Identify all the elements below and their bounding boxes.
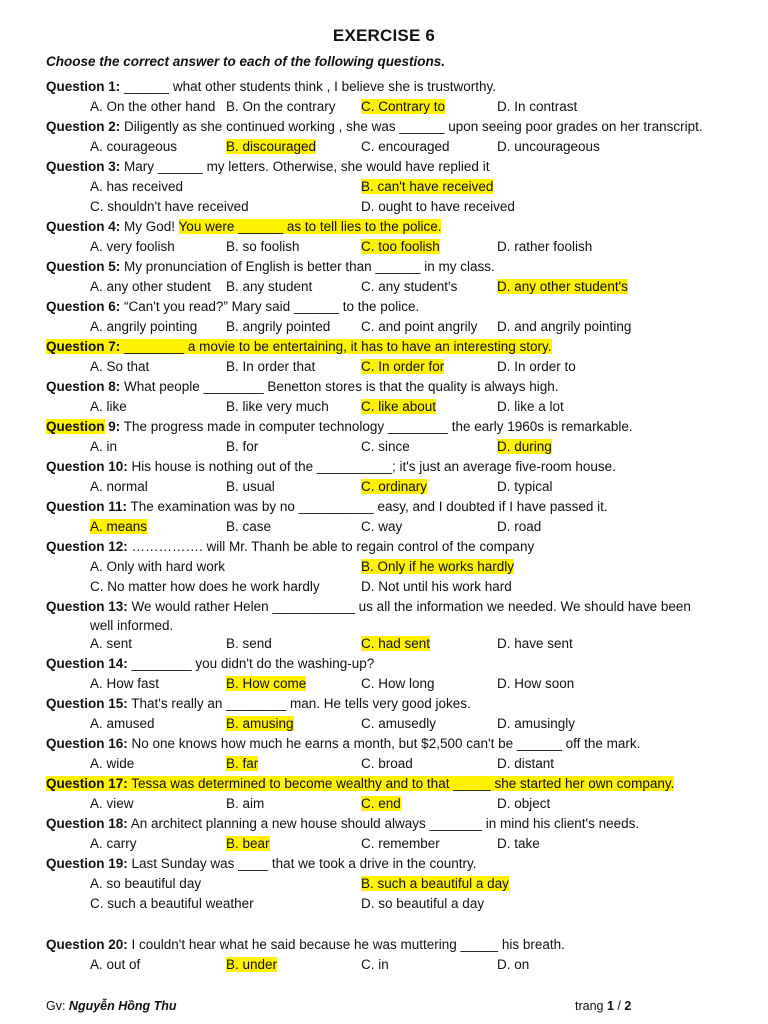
answer-option-text: A. so beautiful day [90,876,202,891]
question-text: The progress made in computer technology ________ the early 1960s is remarkable. [120,419,633,434]
question-text-continued: well informed. [90,618,174,633]
answer-option-text: A. any other student [90,279,211,294]
answer-option [361,177,493,197]
answer-option-text: A. has received [90,179,184,194]
question-text: That's really an ________ man. He tells very good jokes. [127,696,471,711]
question-stem [46,537,746,557]
question-text: ……………. will Mr. Thanh be able to regain control of the company [127,539,535,554]
question-stem [46,774,746,794]
answer-option [90,834,137,854]
question-stem [46,157,746,177]
question-text: I couldn't hear what he said because he was muttering _____ his breath. [127,937,565,952]
answer-option-text: A. sent [90,636,133,651]
page-number [575,999,631,1013]
answer-option-text: C. and point angrily [361,319,478,334]
answer-option-text: C. encouraged [361,139,450,154]
answer-option-text: C. ordinary [361,479,428,494]
answer-option-text: B. like very much [226,399,329,414]
answer-options-row [46,317,746,337]
answer-option-text: C. way [361,519,403,534]
answer-option [226,397,329,417]
answer-option-text: C. since [361,439,410,454]
answer-options-row [46,397,746,417]
answer-option-text: A. courageous [90,139,178,154]
answer-options-row [46,97,746,117]
question-stem [46,297,746,317]
answer-option-text: B. far [226,756,259,771]
teacher-prefix: Gv: [46,999,69,1013]
answer-option-text: B. for [226,439,259,454]
question-text: You were ______ as to tell lies to the police. [178,219,442,234]
answer-options-row [46,714,746,734]
question-text: ________ you didn't do the washing-up? [127,656,375,671]
answer-option [90,397,127,417]
question-label: Question 5: [46,259,121,274]
answer-option [90,517,147,537]
question-label: Question 19: [46,856,128,871]
spacer [46,914,746,935]
question-text-prefix: My God! [120,219,179,234]
question-text: Last Sunday was ____ that we took a drive in the country. [127,856,477,871]
answer-option-text: C. Contrary to [361,99,446,114]
answer-option [361,634,430,654]
answer-option [226,955,277,975]
question-label: Question 11: [46,499,128,514]
answer-option [90,357,149,377]
answer-options-row [46,577,746,597]
question-stem [46,935,746,955]
answer-option-text: A. Only with hard work [90,559,226,574]
answer-options-row [46,955,746,975]
answer-option-text: D. take [497,836,540,851]
answer-option [497,97,577,117]
question-label: Question 3: [46,159,121,174]
answer-option [90,894,254,914]
answer-option [497,834,540,854]
answer-option [361,714,436,734]
answer-option [497,357,576,377]
answer-option-text: B. On the contrary [226,99,336,114]
question-label: Question 16: [46,736,128,751]
answer-options-row [46,894,746,914]
question-text: An architect planning a new house should always _______ in mind his client's needs. [127,816,640,831]
answer-option [226,517,271,537]
answer-options-row [46,197,746,217]
answer-option-text: C. How long [361,676,435,691]
question-text: “Can't you read?” Mary said ______ to the police. [120,299,420,314]
answer-option-text: C. in [361,957,389,972]
page-prefix: trang [575,999,607,1013]
question-stem [46,814,746,834]
answer-option-text: D. typical [497,479,553,494]
answer-option [361,477,427,497]
answer-option-text: D. rather foolish [497,239,593,254]
question-text: We would rather Helen ___________ us all the information we needed. We should have been [127,599,691,614]
answer-option-text: A. like [90,399,127,414]
answer-option-text: B. send [226,636,272,651]
answer-option-text: B. any student [226,279,313,294]
answer-option-text: A. wide [90,756,135,771]
page-current: 1 [606,999,614,1013]
answer-option [90,714,155,734]
answer-option [497,714,575,734]
answer-option [497,634,573,654]
answer-option-text: A. very foolish [90,239,175,254]
answer-option-text: A. in [90,439,118,454]
answer-option [361,437,410,457]
teacher-name: Nguyễn Hồng Thu [68,999,177,1013]
answer-option [226,754,258,774]
answer-option [226,834,270,854]
answer-options-row [46,437,746,457]
answer-option [361,577,512,597]
answer-option [497,517,541,537]
answer-option-text: A. How fast [90,676,160,691]
question-label: Question 17: [46,776,128,791]
answer-option [497,437,552,457]
answer-option [226,97,336,117]
answer-option-text: A. carry [90,836,137,851]
answer-options-row [46,634,746,654]
page-sep: / [613,999,625,1013]
question-label: Question 15: [46,696,128,711]
answer-option [361,955,389,975]
question-stem [46,457,746,477]
answer-option [90,137,177,157]
answer-option-text: B. How come [226,676,307,691]
answer-option [361,517,402,537]
question-text: ______ what other students think , I believe she is trustworthy. [120,79,496,94]
answer-option [90,97,215,117]
answer-option [497,277,628,297]
answer-option [497,477,553,497]
answer-option-text: A. amused [90,716,155,731]
answer-option [226,357,315,377]
answer-option [361,397,436,417]
answer-option [90,277,211,297]
answer-option [361,357,444,377]
answer-option [226,317,330,337]
answer-option-text: B. so foolish [226,239,300,254]
answer-option-text: B. Only if he works hardly [361,559,515,574]
answer-option [90,577,320,597]
answer-option [90,754,134,774]
answer-option [497,397,564,417]
answer-option [361,874,509,894]
answer-options-row [46,834,746,854]
question-label: Question 20: [46,937,128,952]
answer-options-row [46,477,746,497]
answer-option-text: C. like about [361,399,437,414]
answer-option [497,794,550,814]
answer-options-row [46,754,746,774]
answer-option [497,674,574,694]
answer-option-text: B. such a beautiful a day [361,876,509,891]
answer-option [361,794,401,814]
answer-option-text: A. out of [90,957,141,972]
answer-option-text: C. such a beautiful weather [90,896,254,911]
answer-option [226,277,312,297]
answer-option [361,317,477,337]
answer-option [361,137,450,157]
question-text: His house is nothing out of the __________; it's just an average five-room house. [127,459,616,474]
answer-option-text: B. usual [226,479,275,494]
answer-options-row [46,237,746,257]
answer-option [497,137,600,157]
page-total: 2 [624,999,632,1013]
answer-option-text: B. bear [226,836,270,851]
answer-option [361,674,435,694]
question-label: Question 6: [46,299,121,314]
answer-option-text: C. had sent [361,636,431,651]
question-label: Question 1: [46,79,121,94]
question-label: Question 7: [46,339,121,354]
answer-option [226,794,264,814]
answer-option-text: D. In contrast [497,99,578,114]
answer-option [497,317,631,337]
answer-option-text: C. No matter how does he work hardly [90,579,320,594]
answer-option-text: C. shouldn't have received [90,199,249,214]
instructions: Choose the correct answer to each of the following questions. [46,54,446,69]
answer-option [90,634,132,654]
answer-option [226,714,294,734]
question-label: Question 10: [46,459,128,474]
answer-option [226,674,306,694]
answer-option-text: C. any student's [361,279,458,294]
answer-option [497,754,554,774]
question-stem [46,734,746,754]
answer-option-text: D. any other student's [497,279,628,294]
answer-options-row [46,557,746,577]
answer-option [90,557,225,577]
answer-option [90,674,159,694]
answer-option [90,955,140,975]
question-text: The examination was by no __________ easy, and I doubted if I have passed it. [127,499,608,514]
answer-option [361,557,514,577]
question-text: What people ________ Benetton stores is that the quality is always high. [120,379,559,394]
question-stem [46,497,746,517]
question-list [46,77,746,975]
answer-option-text: B. angrily pointed [226,319,331,334]
answer-options-row [46,794,746,814]
answer-option-text: D. have sent [497,636,573,651]
answer-option [90,794,134,814]
answer-option-text: A. On the other hand [90,99,216,114]
page-title: EXERCISE 6 [332,26,436,45]
answer-option-text: D. on [497,957,530,972]
answer-option-text: D. Not until his work hard [361,579,512,594]
question-text: Diligently as she continued working , she was ______ upon seeing poor grades on her transcript. [120,119,703,134]
question-text: Tessa was determined to become wealthy and to that _____ she started her own company. [127,776,675,791]
answer-option-text: D. and angrily pointing [497,319,632,334]
question-stem [46,377,746,397]
answer-option-text: B. aim [226,796,265,811]
question-text: No one knows how much he earns a month, but $2,500 can't be ______ off the mark. [127,736,641,751]
answer-option [361,834,440,854]
question-text: My pronunciation of English is better than ______ in my class. [120,259,495,274]
answer-option [90,237,175,257]
question-label: Question 18: [46,816,128,831]
answer-option [90,437,117,457]
answer-options-row [46,357,746,377]
answer-option [90,874,201,894]
question-stem [46,77,746,97]
question-stem [46,257,746,277]
answer-option-text: C. In order for [361,359,445,374]
answer-option [90,317,197,337]
answer-option-text: B. case [226,519,272,534]
answer-options-row [46,517,746,537]
answer-option-text: A. means [90,519,148,534]
question-stem [46,217,746,237]
question-stem [46,854,746,874]
answer-option-text: B. can't have received [361,179,494,194]
answer-option-text: B. under [226,957,278,972]
question-label-number: 9: [104,419,121,434]
answer-option-text: B. amusing [226,716,294,731]
answer-option [361,97,445,117]
answer-option-text: C. amusedly [361,716,437,731]
question-stem [46,117,746,137]
answer-option-text: C. broad [361,756,413,771]
answer-option-text: D. object [497,796,551,811]
answer-option [226,437,258,457]
answer-option-text: B. discouraged [226,139,317,154]
answer-option [361,277,457,297]
answer-option-text: D. uncourageous [497,139,600,154]
answer-option-text: B. In order that [226,359,316,374]
question-label: Question 12: [46,539,128,554]
answer-option [361,754,413,774]
answer-option-text: A. normal [90,479,148,494]
answer-options-row [46,137,746,157]
answer-option-text: A. So that [90,359,150,374]
answer-option-text: C. too foolish [361,239,440,254]
answer-option [226,477,275,497]
answer-option [90,477,148,497]
answer-option-text: D. How soon [497,676,575,691]
answer-option [226,634,272,654]
answer-option [497,955,529,975]
answer-option-text: D. ought to have received [361,199,515,214]
answer-option-text: D. so beautiful a day [361,896,485,911]
answer-option-text: D. road [497,519,542,534]
question-stem [46,337,746,357]
answer-options-row [46,277,746,297]
question-text: Mary ______ my letters. Otherwise, she would have replied it [120,159,490,174]
question-stem [46,597,746,634]
question-label: Question 13: [46,599,128,614]
answer-option-text: C. end [361,796,401,811]
question-label: Question [46,419,105,434]
answer-option [361,197,515,217]
question-label: Question 14: [46,656,128,671]
question-label: Question 8: [46,379,121,394]
answer-options-row [46,874,746,894]
answer-options-row [46,674,746,694]
answer-option-text: D. during [497,439,552,454]
question-stem [46,417,746,437]
answer-options-row [46,177,746,197]
question-label: Question 4: [46,219,121,234]
answer-option [497,237,592,257]
question-stem [46,694,746,714]
question-stem [46,654,746,674]
answer-option-text: A. view [90,796,134,811]
answer-option-text: D. distant [497,756,555,771]
question-text: ________ a movie to be entertaining, it has to have an interesting story. [120,339,552,354]
answer-option [361,237,440,257]
answer-option [226,237,300,257]
question-label: Question 2: [46,119,121,134]
answer-option-text: D. amusingly [497,716,576,731]
answer-option-text: D. In order to [497,359,576,374]
answer-option-text: D. like a lot [497,399,564,414]
answer-option [361,894,484,914]
footer-teacher [46,999,177,1013]
answer-option [90,197,249,217]
answer-option [90,177,183,197]
answer-option-text: A. angrily pointing [90,319,198,334]
answer-option [226,137,316,157]
answer-option-text: C. remember [361,836,440,851]
